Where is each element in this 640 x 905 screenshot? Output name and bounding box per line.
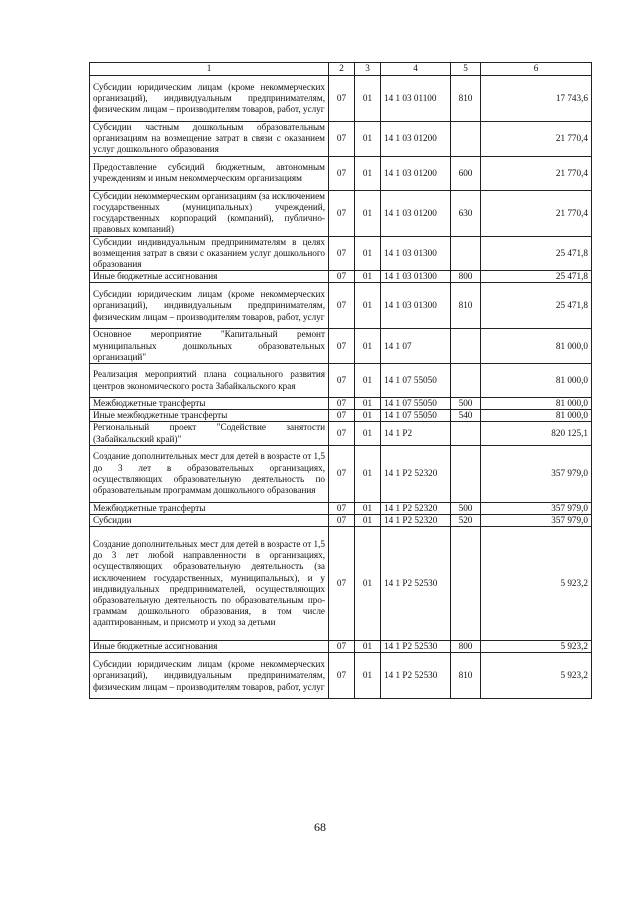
row-expense-type-cell bbox=[451, 364, 481, 398]
row-target-article-cell: 14 1 03 01300 bbox=[381, 283, 451, 329]
row-section-cell: 07 bbox=[329, 410, 355, 422]
row-section-cell: 07 bbox=[329, 156, 355, 190]
row-name-cell: Иные бюджетные ассигнования bbox=[90, 641, 329, 653]
table-row bbox=[90, 122, 592, 157]
table-row bbox=[90, 502, 592, 514]
row-amount-cell: 81 000,0 bbox=[481, 364, 592, 398]
row-amount-cell: 21 770,4 bbox=[481, 156, 592, 190]
row-name-cell: Субсидии юридическим лицам (кроме некоммерческих организаций), индивидуальным предпринимателям, физическим лицам – производителям товаров, работ, услуг bbox=[90, 653, 329, 699]
table-row bbox=[90, 236, 592, 271]
row-section-cell: 07 bbox=[329, 271, 355, 283]
row-name-cell: Межбюджетные трансферты bbox=[90, 398, 329, 410]
row-amount-cell: 21 770,4 bbox=[481, 190, 592, 236]
row-subsection-cell: 01 bbox=[355, 527, 381, 641]
row-subsection-cell: 01 bbox=[355, 122, 381, 157]
row-amount-cell: 25 471,8 bbox=[481, 236, 592, 271]
row-section-cell: 07 bbox=[329, 329, 355, 364]
row-amount-cell: 357 979,0 bbox=[481, 515, 592, 527]
row-expense-type-cell: 800 bbox=[451, 641, 481, 653]
table-row bbox=[90, 76, 592, 122]
table-row bbox=[90, 398, 592, 410]
table-header-row bbox=[90, 63, 592, 76]
row-target-article-cell: 14 1 03 01200 bbox=[381, 156, 451, 190]
row-name-cell: Субсидии юридическим лицам (кроме некоммерческих организаций), индивидуальным предпринимателям, физическим лицам – производителям товаров, работ, услуг bbox=[90, 76, 329, 122]
row-target-article-cell: 14 1 07 bbox=[381, 329, 451, 364]
budget-table-body bbox=[90, 63, 592, 699]
row-name-cell: Предоставление субсидий бюджетным, автономным учреждениям и иным некоммерческим организациям bbox=[90, 156, 329, 190]
row-target-article-cell: 14 1 03 01100 bbox=[381, 76, 451, 122]
row-name-cell: Основное мероприятие "Капитальный ремонт муниципальных дошкольных образовательных организаций" bbox=[90, 329, 329, 364]
row-section-cell: 07 bbox=[329, 641, 355, 653]
row-section-cell: 07 bbox=[329, 236, 355, 271]
row-name-cell: Субсидии юридическим лицам (кроме некоммерческих организаций), индивидуальным предпринимателям, физическим лицам – производителям товаров, работ, услуг bbox=[90, 283, 329, 329]
table-row bbox=[90, 527, 592, 641]
budget-table bbox=[89, 62, 592, 699]
row-target-article-cell: 14 1 03 01300 bbox=[381, 236, 451, 271]
table-row bbox=[90, 410, 592, 422]
row-target-article-cell: 14 1 P2 52320 bbox=[381, 445, 451, 502]
table-row bbox=[90, 445, 592, 502]
row-name-cell: Региональный проект "Содействие занятости (Забайкальский край)" bbox=[90, 422, 329, 445]
table-row bbox=[90, 190, 592, 236]
row-subsection-cell: 01 bbox=[355, 410, 381, 422]
row-section-cell: 07 bbox=[329, 398, 355, 410]
row-section-cell: 07 bbox=[329, 122, 355, 157]
table-row bbox=[90, 422, 592, 445]
row-target-article-cell: 14 1 P2 bbox=[381, 422, 451, 445]
row-subsection-cell: 01 bbox=[355, 364, 381, 398]
row-amount-cell: 21 770,4 bbox=[481, 122, 592, 157]
table-row bbox=[90, 364, 592, 398]
row-amount-cell: 5 923,2 bbox=[481, 527, 592, 641]
table-row bbox=[90, 641, 592, 653]
row-expense-type-cell: 500 bbox=[451, 398, 481, 410]
row-section-cell: 07 bbox=[329, 515, 355, 527]
row-expense-type-cell: 540 bbox=[451, 410, 481, 422]
row-expense-type-cell: 520 bbox=[451, 515, 481, 527]
row-expense-type-cell: 810 bbox=[451, 653, 481, 699]
row-target-article-cell: 14 1 07 55050 bbox=[381, 398, 451, 410]
page-number: 68 bbox=[314, 820, 326, 834]
row-name-cell: Иные межбюджетные трансферты bbox=[90, 410, 329, 422]
row-expense-type-cell: 600 bbox=[451, 156, 481, 190]
row-section-cell: 07 bbox=[329, 445, 355, 502]
table-row bbox=[90, 653, 592, 699]
row-subsection-cell: 01 bbox=[355, 422, 381, 445]
row-section-cell: 07 bbox=[329, 527, 355, 641]
row-subsection-cell: 01 bbox=[355, 515, 381, 527]
row-name-cell: Межбюджетные трансферты bbox=[90, 502, 329, 514]
row-target-article-cell: 14 1 03 01200 bbox=[381, 190, 451, 236]
row-name-cell: Реализация мероприятий плана социального развития центров экономического роста Забайкальского края bbox=[90, 364, 329, 398]
row-subsection-cell: 01 bbox=[355, 398, 381, 410]
header-cell-6: 6 bbox=[481, 63, 592, 76]
row-amount-cell: 5 923,2 bbox=[481, 641, 592, 653]
row-subsection-cell: 01 bbox=[355, 236, 381, 271]
row-expense-type-cell: 500 bbox=[451, 502, 481, 514]
header-cell-5: 5 bbox=[451, 63, 481, 76]
row-section-cell: 07 bbox=[329, 364, 355, 398]
row-subsection-cell: 01 bbox=[355, 156, 381, 190]
row-subsection-cell: 01 bbox=[355, 653, 381, 699]
header-cell-4: 4 bbox=[381, 63, 451, 76]
row-subsection-cell: 01 bbox=[355, 329, 381, 364]
row-amount-cell: 81 000,0 bbox=[481, 398, 592, 410]
row-name-cell: Создание дополнительных мест для детей в возрасте от 1,5 до 3 лет любой направленности в организациях, осуществляющих образовательную деятельность (за исключением государственных, муниципальных), и у индивидуальных предпринимателей, осуществляющих образовательную деятельность по образовательным программам дошкольного образования, в том числе адаптированным, и присмотр и уход за детьми bbox=[90, 527, 329, 641]
table-row bbox=[90, 156, 592, 190]
row-amount-cell: 81 000,0 bbox=[481, 329, 592, 364]
row-target-article-cell: 14 1 07 55050 bbox=[381, 364, 451, 398]
header-cell-1: 1 bbox=[90, 63, 329, 76]
row-subsection-cell: 01 bbox=[355, 445, 381, 502]
row-target-article-cell: 14 1 P2 52320 bbox=[381, 515, 451, 527]
row-amount-cell: 81 000,0 bbox=[481, 410, 592, 422]
row-subsection-cell: 01 bbox=[355, 641, 381, 653]
row-section-cell: 07 bbox=[329, 190, 355, 236]
row-name-cell: Субсидии bbox=[90, 515, 329, 527]
row-subsection-cell: 01 bbox=[355, 271, 381, 283]
row-name-cell: Субсидии индивидуальным предпринимателям в целях возмещения затрат в связи с оказанием услуг дошкольного образования bbox=[90, 236, 329, 271]
row-amount-cell: 17 743,6 bbox=[481, 76, 592, 122]
row-target-article-cell: 14 1 P2 52530 bbox=[381, 641, 451, 653]
row-expense-type-cell: 810 bbox=[451, 76, 481, 122]
row-target-article-cell: 14 1 P2 52530 bbox=[381, 527, 451, 641]
row-subsection-cell: 01 bbox=[355, 283, 381, 329]
row-amount-cell: 25 471,8 bbox=[481, 271, 592, 283]
row-expense-type-cell bbox=[451, 445, 481, 502]
row-amount-cell: 5 923,2 bbox=[481, 653, 592, 699]
row-subsection-cell: 01 bbox=[355, 190, 381, 236]
row-expense-type-cell bbox=[451, 329, 481, 364]
header-cell-2: 2 bbox=[329, 63, 355, 76]
row-expense-type-cell: 800 bbox=[451, 271, 481, 283]
row-target-article-cell: 14 1 P2 52530 bbox=[381, 653, 451, 699]
header-cell-3: 3 bbox=[355, 63, 381, 76]
row-target-article-cell: 14 1 03 01200 bbox=[381, 122, 451, 157]
row-target-article-cell: 14 1 P2 52320 bbox=[381, 502, 451, 514]
row-name-cell: Субсидии частным дошкольным образовательным организациям на возмещение затрат в связи с оказанием услуг дошкольного образования bbox=[90, 122, 329, 157]
row-subsection-cell: 01 bbox=[355, 76, 381, 122]
row-expense-type-cell bbox=[451, 527, 481, 641]
row-section-cell: 07 bbox=[329, 76, 355, 122]
row-expense-type-cell bbox=[451, 422, 481, 445]
row-expense-type-cell bbox=[451, 236, 481, 271]
row-section-cell: 07 bbox=[329, 653, 355, 699]
row-expense-type-cell: 630 bbox=[451, 190, 481, 236]
row-subsection-cell: 01 bbox=[355, 502, 381, 514]
row-section-cell: 07 bbox=[329, 422, 355, 445]
row-target-article-cell: 14 1 07 55050 bbox=[381, 410, 451, 422]
table-row bbox=[90, 329, 592, 364]
table-row bbox=[90, 515, 592, 527]
row-name-cell: Создание дополнительных мест для детей в возрасте от 1,5 до 3 лет в образовательных организациях, осуществляющих образовательную деятельность по образовательным программам дошкольного образования bbox=[90, 445, 329, 502]
row-name-cell: Иные бюджетные ассигнования bbox=[90, 271, 329, 283]
row-section-cell: 07 bbox=[329, 283, 355, 329]
row-section-cell: 07 bbox=[329, 502, 355, 514]
row-target-article-cell: 14 1 03 01300 bbox=[381, 271, 451, 283]
table-row bbox=[90, 283, 592, 329]
row-amount-cell: 820 125,1 bbox=[481, 422, 592, 445]
row-amount-cell: 357 979,0 bbox=[481, 502, 592, 514]
row-name-cell: Субсидии некоммерческим организациям (за исключением государственных (муниципальных) учреждений, государственных корпораций (компаний), публично-правовых компаний) bbox=[90, 190, 329, 236]
row-amount-cell: 357 979,0 bbox=[481, 445, 592, 502]
row-amount-cell: 25 471,8 bbox=[481, 283, 592, 329]
row-expense-type-cell: 810 bbox=[451, 283, 481, 329]
row-expense-type-cell bbox=[451, 122, 481, 157]
table-row bbox=[90, 271, 592, 283]
